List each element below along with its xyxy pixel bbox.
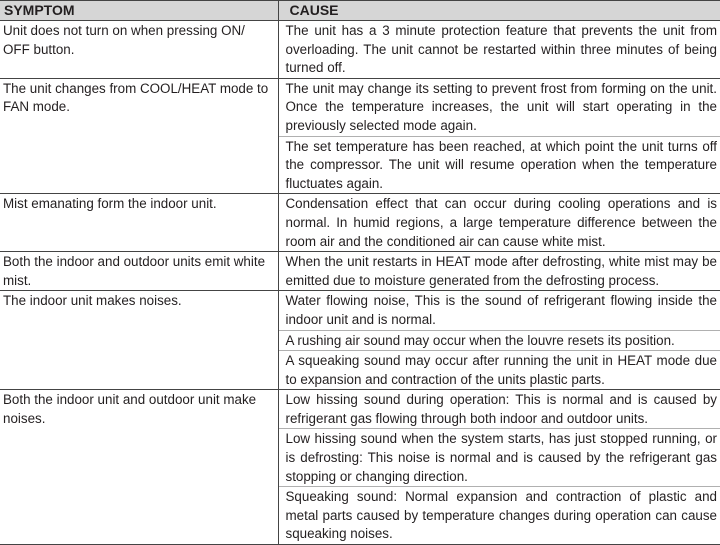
cause-cell: Squeaking sound: Normal expansion and contraction of plastic and metal parts caused by temperature changes during operation can cause squeaking noises. — [278, 487, 720, 545]
table-row — [0, 291, 720, 330]
table-row — [0, 252, 720, 291]
cause-cell: Water flowing noise, This is the sound of refrigerant flowing inside the indoor unit and is normal. — [278, 291, 720, 330]
symptom-cell: The unit changes from COOL/HEAT mode to FAN mode. — [0, 78, 278, 194]
symptom-column-header: SYMPTOM — [0, 1, 278, 21]
cause-cell: The unit has a 3 minute protection feature that prevents the unit from overloading. The unit cannot be restarted within three minutes of being turned off. — [278, 21, 720, 79]
cause-cell: Low hissing sound during operation: This is normal and is caused by refrigerant gas flowing through both indoor and outdoor units. — [278, 390, 720, 429]
cause-cell: A squeaking sound may occur after running the unit in HEAT mode due to expansion and contraction of the units plastic parts. — [278, 351, 720, 390]
cause-cell: A rushing air sound may occur when the louvre resets its position. — [278, 330, 720, 351]
symptom-cell: Unit does not turn on when pressing ON/ OFF button. — [0, 21, 278, 79]
table-row — [0, 390, 720, 429]
table-row — [0, 194, 720, 252]
table-row — [0, 21, 720, 79]
cause-cell: When the unit restarts in HEAT mode after defrosting, white mist may be emitted due to moisture generated from the defrosting process. — [278, 252, 720, 291]
cause-column-header: CAUSE — [278, 1, 720, 21]
symptom-cell: Both the indoor and outdoor units emit white mist. — [0, 252, 278, 291]
symptom-cell: The indoor unit makes noises. — [0, 291, 278, 390]
table-header-row — [0, 1, 720, 21]
cause-cell: The unit may change its setting to prevent frost from forming on the unit. Once the temperature increases, the unit will start operating in the previously selected mode again. — [278, 78, 720, 136]
cause-cell: Condensation effect that can occur during cooling operations and is normal. In humid regions, a large temperature difference between the room air and the conditioned air can cause white mist. — [278, 194, 720, 252]
symptom-cell: Mist emanating form the indoor unit. — [0, 194, 278, 252]
cause-cell: Low hissing sound when the system starts, has just stopped running, or is defrosting: This noise is normal and is caused by the refrigerant gas stopping or changing direction. — [278, 429, 720, 487]
table-row — [0, 78, 720, 136]
symptom-cell: Both the indoor unit and outdoor unit make noises. — [0, 390, 278, 545]
cause-cell: The set temperature has been reached, at which point the unit turns off the compressor. The unit will resume operation when the temperature fluctuates again. — [278, 136, 720, 194]
